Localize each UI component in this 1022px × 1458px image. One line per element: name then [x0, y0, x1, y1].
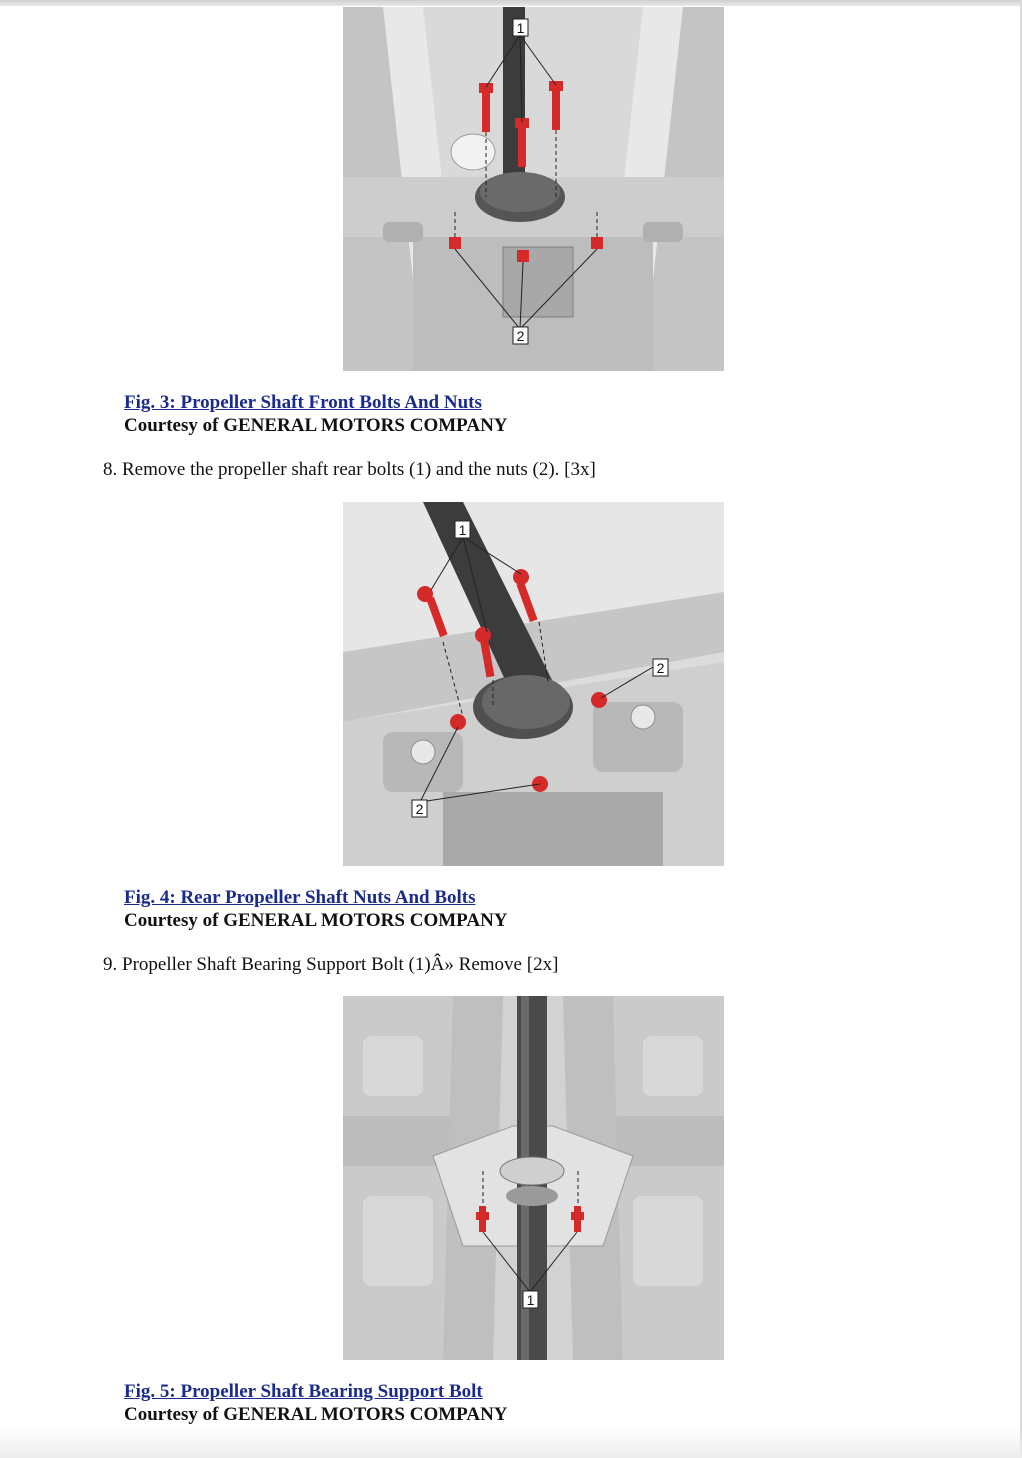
figure-3-callout-2: [513, 327, 528, 344]
figure-5-link[interactable]: Fig. 5: Propeller Shaft Bearing Support Bolt: [124, 1381, 483, 1402]
svg-text:1: 1: [516, 20, 525, 36]
step-9-text: 9. Propeller Shaft Bearing Support Bolt (1)Â» Remove [2x]: [103, 954, 559, 975]
figure-4-illustration: [343, 502, 724, 866]
svg-text:2: 2: [656, 660, 665, 676]
figure-5-courtesy: Courtesy of GENERAL MOTORS COMPANY: [124, 1404, 508, 1425]
figure-3-callout-1: [513, 19, 528, 36]
figure-3-courtesy: Courtesy of GENERAL MOTORS COMPANY: [124, 415, 508, 436]
svg-text:2: 2: [516, 328, 525, 344]
figure-5-callout-1: [523, 1291, 538, 1308]
page-top-edge: [0, 0, 1022, 6]
svg-text:1: 1: [526, 1292, 535, 1308]
step-8-text: 8. Remove the propeller shaft rear bolts (1) and the nuts (2). [3x]: [103, 459, 596, 480]
figure-4-courtesy: Courtesy of GENERAL MOTORS COMPANY: [124, 910, 508, 931]
figure-4-link[interactable]: Fig. 4: Rear Propeller Shaft Nuts And Bolts: [124, 887, 476, 908]
figure-5-illustration: [343, 996, 724, 1360]
figure-3-illustration: [343, 7, 724, 371]
page-bottom-fade: [0, 1428, 1022, 1458]
figure-4-callout-1: [455, 521, 470, 538]
figure-5-caption: [124, 1380, 508, 1426]
figure-4-callout-2-left: [412, 800, 427, 817]
svg-text:1: 1: [458, 522, 467, 538]
figure-4-caption: [124, 886, 508, 932]
figure-3-caption: [124, 391, 508, 437]
figure-4-callout-2-right: [653, 659, 668, 676]
svg-text:2: 2: [415, 801, 424, 817]
figure-3-link[interactable]: Fig. 3: Propeller Shaft Front Bolts And Nuts: [124, 392, 482, 413]
